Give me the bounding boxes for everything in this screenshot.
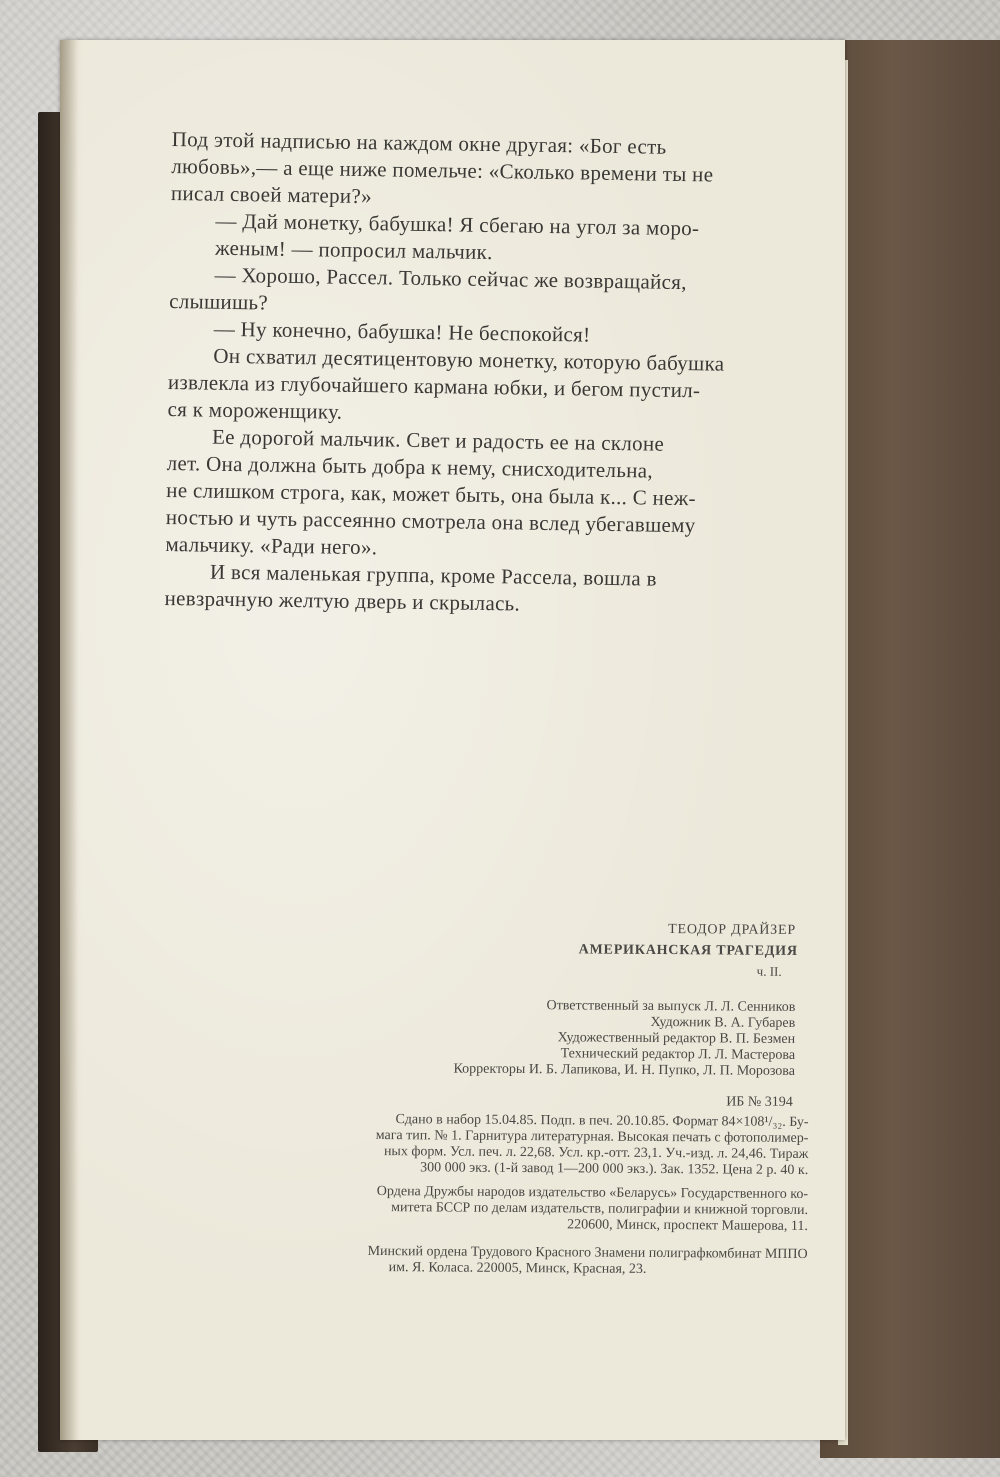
- publisher-details: [228, 1183, 808, 1235]
- volume-part: ч. II.: [756, 963, 782, 979]
- book-title: АМЕРИКАНСКАЯ ТРАГЕДИЯ: [578, 942, 798, 959]
- credits: [229, 996, 796, 1080]
- text-line: — Дай монетку, бабушка! Я сбегаю на угол за моро-: [215, 208, 700, 241]
- body-text: [164, 126, 840, 622]
- paragraph: [167, 342, 836, 433]
- paragraph: [165, 423, 835, 568]
- credit-line: Художественный редактор В. П. Безмен: [557, 1030, 796, 1047]
- publisher-line: 220600, Минск, проспект Машерова, 11.: [567, 1217, 808, 1235]
- printer-line: Минский ордена Трудового Красного Знамени полиграфкомбинат МППО: [367, 1243, 808, 1263]
- text-line: слышишь?: [169, 288, 269, 315]
- credit-line: Корректоры И. Б. Лапикова, И. Н. Пупко, Л. П. Морозова: [453, 1061, 795, 1079]
- text-line: Ее дорогой мальчик. Свет и радость ее на склоне: [211, 424, 665, 456]
- paragraph: [164, 558, 833, 622]
- text-line: женым! — попросил мальчик.: [214, 235, 493, 265]
- printer-line: им. Я. Коласа. 220005, Минск, Красная, 23.: [388, 1260, 647, 1277]
- spine-shadow: [60, 40, 78, 1440]
- text-line: ся к мороженщику.: [167, 396, 343, 424]
- author-name: ТЕОДОР ДРАЙЗЕР: [668, 922, 796, 938]
- text-line: Он схватил десятицентовую монетку, которую бабушка: [213, 343, 725, 376]
- printer-details: [228, 1243, 808, 1279]
- print-details: [228, 1111, 808, 1179]
- text-line: лет. Она должна быть добра к нему, снисходительна,: [166, 450, 654, 483]
- text-line: не слишком строга, как, может быть, она была к... С неж-: [166, 477, 697, 511]
- print-line: Сдано в набор 15.04.85. Подп. в печ. 20.10.85. Формат 84×108¹/₃₂. Бу-: [395, 1112, 809, 1131]
- print-line: ных форм. Усл. печ. л. 22,68. Усл. кр.-отт. 23,1. Уч.-изд. л. 24,46. Тираж: [383, 1144, 809, 1163]
- text-line: любовь»,— а еще ниже помельче: «Сколько времени ты не: [171, 153, 714, 187]
- credit-line: Ответственный за выпуск Л. Л. Сенников: [546, 998, 796, 1015]
- publisher-line: Ордена Дружбы народов издательство «Беларусь» Государственного ко-: [376, 1184, 809, 1203]
- ib-number: ИБ № 3194: [726, 1094, 793, 1110]
- imprint: [228, 918, 810, 1279]
- print-line: 300 000 экз. (1-й завод 1—200 000 экз.). Зак. 1352. Цена 2 р. 40 к.: [420, 1160, 809, 1179]
- text-line: Под этой надписью на каждом окне другая: «Бог есть: [171, 126, 667, 159]
- text-line: невзрачную желтую дверь и скрылась.: [164, 585, 521, 616]
- text-line: извлекла из глубочайшего кармана юбки, и бегом пустил-: [167, 369, 701, 403]
- text-line: писал своей матери?»: [170, 180, 373, 209]
- text-line: мальчику. «Ради него».: [165, 531, 378, 560]
- text-line: — Ну конечно, бабушка! Не беспокойся!: [213, 316, 591, 347]
- credit-line: Технический редактор Л. Л. Мастерова: [560, 1046, 796, 1063]
- credit-line: Художник В. А. Губарев: [650, 1014, 796, 1031]
- text-line: ностью и чуть рассеянно смотрела она вслед убегавшему: [165, 504, 696, 538]
- text-line: И вся маленькая группа, кроме Рассела, вошла в: [209, 559, 657, 591]
- paragraph: [171, 126, 840, 217]
- print-line: мага тип. № 1. Гарнитура литературная. Высокая печать с фотополимер-: [375, 1128, 809, 1147]
- text-line: — Хорошо, Рассел. Только сейчас же возвращайся,: [214, 262, 687, 295]
- publisher-line: митета БССР по делам издательств, полиграфии и книжной торговли.: [391, 1200, 809, 1219]
